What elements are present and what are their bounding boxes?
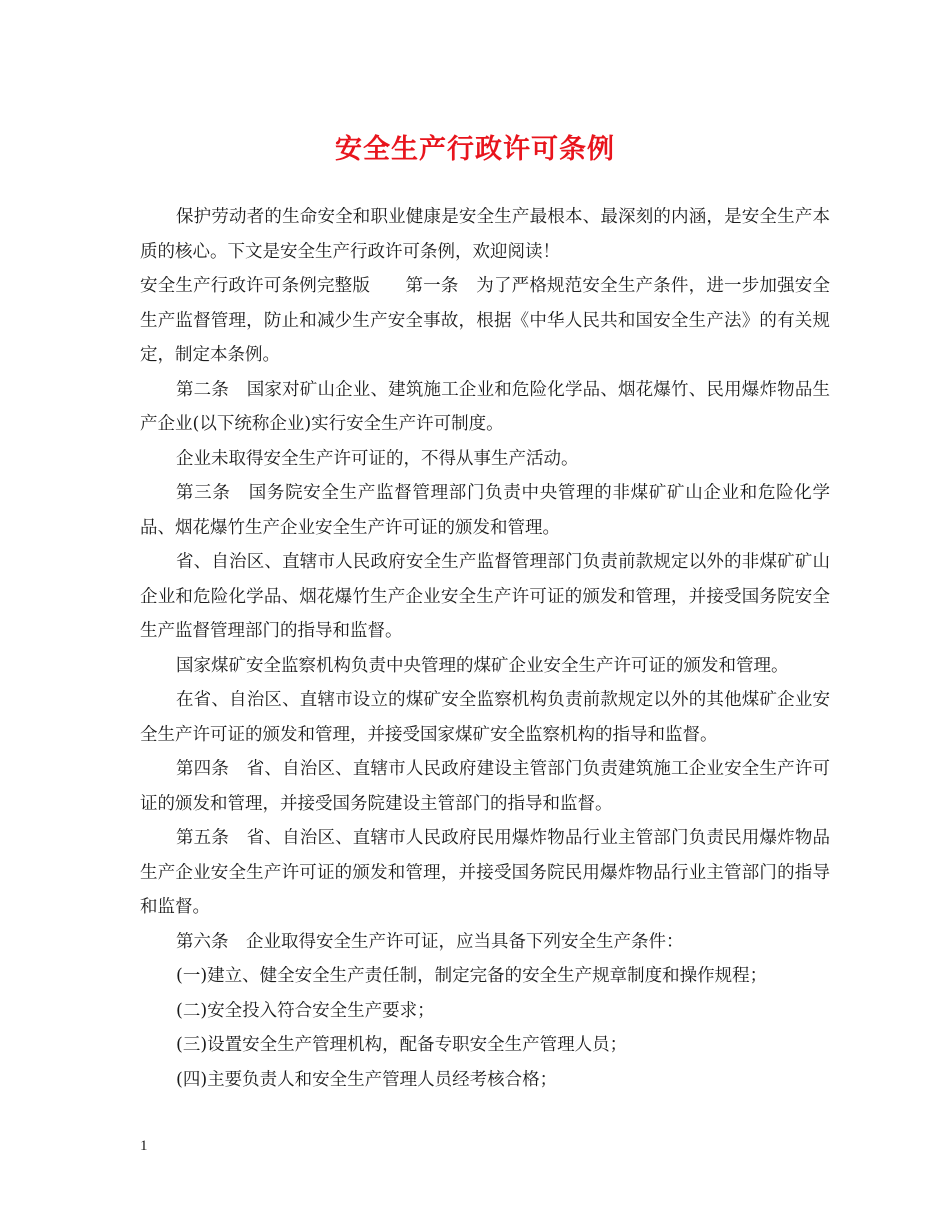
paragraph: 第三条 国务院安全生产监督管理部门负责中央管理的非煤矿矿山企业和危险化学品、烟花爆竹生产企业安全生产许可证的颁发和管理。 [140, 483, 830, 538]
paragraph: (三)设置安全生产管理机构，配备专职安全生产管理人员； [176, 1035, 628, 1055]
paragraph: 第二条 国家对矿山企业、建筑施工企业和危险化学品、烟花爆竹、民用爆炸物品生产企业(以下统称企业)实行安全生产许可制度。 [140, 379, 830, 434]
paragraph: 安全生产行政许可条例完整版 第一条 为了严格规范安全生产条件，进一步加强安全生产监督管理，防止和减少生产安全事故，根据《中华人民共和国安全生产法》的有关规定，制定本条例。 [140, 276, 830, 365]
document-body [140, 200, 830, 1097]
paragraph: 第六条 企业取得安全生产许可证，应当具备下列安全生产条件： [176, 931, 684, 952]
paragraph: 保护劳动者的生命安全和职业健康是安全生产最根本、最深刻的内涵，是安全生产本质的核心。下文是安全生产行政许可条例，欢迎阅读！ [140, 207, 830, 262]
paragraph: (二)安全投入符合安全生产要求； [176, 1000, 435, 1021]
paragraph: (一)建立、健全安全生产责任制，制定完备的安全生产规章制度和操作规程； [176, 966, 768, 986]
paragraph: 省、自治区、直辖市人民政府安全生产监督管理部门负责前款规定以外的非煤矿矿山企业和危险化学品、烟花爆竹生产企业安全生产许可证的颁发和管理，并接受国务院安全生产监督管理部门的指导和监督。 [140, 552, 830, 641]
paragraph: 第四条 省、自治区、直辖市人民政府建设主管部门负责建筑施工企业安全生产许可证的颁发和管理，并接受国务院建设主管部门的指导和监督。 [140, 759, 830, 814]
document-title: 安全生产行政许可条例 [335, 134, 615, 165]
page-number: 1 [140, 1138, 148, 1154]
paragraph: (四)主要负责人和安全生产管理人员经考核合格； [176, 1069, 558, 1090]
paragraph: 国家煤矿安全监察机构负责中央管理的煤矿企业安全生产许可证的颁发和管理。 [176, 655, 789, 676]
paragraph: 企业未取得安全生产许可证的，不得从事生产活动。 [176, 448, 579, 469]
paragraph: 在省、自治区、直辖市设立的煤矿安全监察机构负责前款规定以外的其他煤矿企业安全生产许可证的颁发和管理，并接受国家煤矿安全监察机构的指导和监督。 [140, 690, 830, 745]
paragraph: 第五条 省、自治区、直辖市人民政府民用爆炸物品行业主管部门负责民用爆炸物品生产企业安全生产许可证的颁发和管理，并接受国务院民用爆炸物品行业主管部门的指导和监督。 [140, 828, 830, 917]
